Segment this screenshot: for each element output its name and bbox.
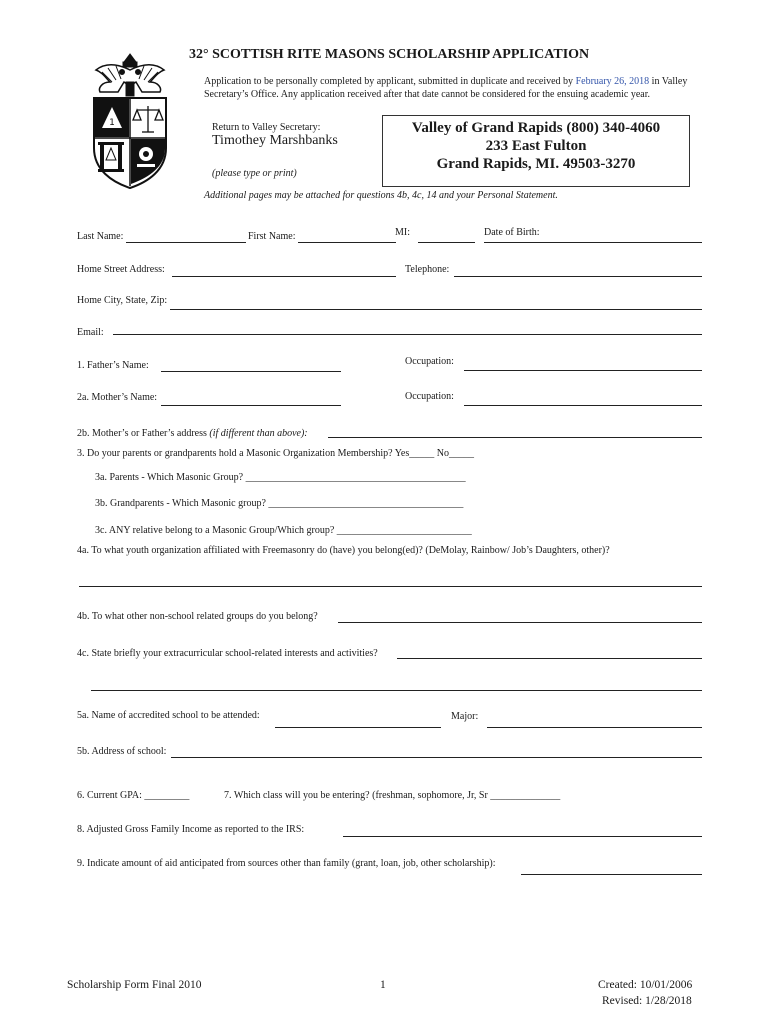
q5b-address-field[interactable] [171, 757, 702, 758]
last-name-field[interactable] [126, 242, 246, 243]
eagle-icon [96, 54, 164, 96]
parent-address-field[interactable] [328, 437, 702, 438]
street-field[interactable] [172, 276, 396, 277]
first-name-label: First Name: [248, 231, 296, 242]
occupation-1-field[interactable] [464, 370, 702, 371]
q5b-school-address: 5b. Address of school: [77, 746, 167, 757]
address-line-1: Valley of Grand Rapids (800) 340-4060 [411, 120, 661, 136]
q9-aid-anticipated: 9. Indicate amount of aid anticipated from sources other than family (grant, loan, job, other scholarship): [77, 858, 496, 869]
page-title: 32° SCOTTISH RITE MASONS SCHOLARSHIP APPLICATION [189, 47, 590, 62]
q3b-grandparents-group: 3b. Grandparents - Which Masonic group? _______________________________________ [95, 498, 464, 509]
q9-aid-field[interactable] [521, 874, 702, 875]
dob-field[interactable] [484, 242, 702, 243]
parent-address-label: 2b. Mother’s or Father’s address (if different than above): [77, 428, 308, 439]
q3-masonic-membership: 3. Do your parents or grandparents hold a Masonic Organization Membership? Yes_____ No_____ [77, 448, 474, 459]
mi-field[interactable] [418, 242, 475, 243]
dob-label: Date of Birth: [484, 227, 540, 238]
q4c-answer-field[interactable] [397, 658, 702, 659]
street-label: Home Street Address: [77, 264, 165, 275]
q8-family-income: 8. Adjusted Gross Family Income as reported to the IRS: [77, 824, 305, 835]
q7-class-entering: 7. Which class will you be entering? (freshman, sophomore, Jr, Sr ______________ [224, 790, 561, 801]
mother-label: 2a. Mother’s Name: [77, 392, 158, 403]
email-field[interactable] [113, 334, 702, 335]
q8-income-field[interactable] [343, 836, 702, 837]
footer-created-date: Created: 10/01/2006 [598, 979, 693, 991]
email-label: Email: [77, 327, 104, 338]
father-field[interactable] [161, 371, 341, 372]
last-name-label: Last Name: [77, 231, 124, 242]
return-label: Return to Valley Secretary: [212, 122, 321, 133]
occupation-2-field[interactable] [464, 405, 702, 406]
q6-current-gpa: 6. Current GPA: _________ [77, 790, 190, 801]
address-line-2: 233 East Fulton [485, 138, 587, 154]
occupation-2-label: Occupation: [405, 391, 454, 402]
city-label: Home City, State, Zip: [77, 295, 168, 306]
page-number: 1 [380, 979, 386, 991]
address-box [382, 115, 690, 187]
scottish-rite-crest-logo [88, 52, 172, 190]
major-label: Major: [451, 711, 479, 722]
mi-label: MI: [395, 227, 410, 238]
father-label: 1. Father’s Name: [77, 360, 149, 371]
footer-form-name: Scholarship Form Final 2010 [67, 979, 202, 991]
secretary-name: Timothey Marshbanks [212, 133, 338, 148]
occupation-1-label: Occupation: [405, 356, 454, 367]
address-line-3: Grand Rapids, MI. 49503-3270 [436, 156, 636, 172]
mother-field[interactable] [161, 405, 341, 406]
q4b-answer-field[interactable] [338, 622, 702, 623]
city-field[interactable] [170, 309, 702, 310]
svg-text:1: 1 [109, 118, 115, 128]
q4a-youth-organization: 4a. To what youth organization affiliated with Freemasonry do (have) you belong(ed)? (DeMolay, Rainbow/ Job’s Daughters, other)? [77, 545, 610, 556]
q3a-parents-group: 3a. Parents - Which Masonic Group? ____________________________________________ [95, 472, 466, 483]
q5a-school-name: 5a. Name of accredited school to be attended: [77, 710, 260, 721]
q4c-answer-field-2[interactable] [91, 690, 702, 691]
telephone-field[interactable] [454, 276, 702, 277]
print-note: (please type or print) [212, 168, 297, 179]
q4a-answer-field[interactable] [79, 586, 702, 587]
additional-pages-note: Additional pages may be attached for questions 4b, 4c, 14 and your Personal Statement. [204, 190, 558, 201]
telephone-label: Telephone: [405, 264, 450, 275]
first-name-field[interactable] [298, 242, 396, 243]
deadline-date: February 26, 2018 [575, 76, 650, 87]
q4b-other-groups: 4b. To what other non-school related groups do you belong? [77, 611, 318, 622]
intro-paragraph: Application to be personally completed by applicant, submitted in duplicate and received by February 26, 2018 in Valley Secretary’s Office. Any application received after that date cannot be considered for the ensuing academic year. [204, 76, 688, 100]
major-field[interactable] [487, 727, 702, 728]
q4c-extracurricular: 4c. State briefly your extracurricular school-related interests and activities? [77, 648, 378, 659]
q5a-school-field[interactable] [275, 727, 441, 728]
q3c-relative-group: 3c. ANY relative belong to a Masonic Group/Which group? ___________________________ [95, 525, 472, 536]
footer-revised-date: Revised: 1/28/2018 [602, 995, 692, 1007]
